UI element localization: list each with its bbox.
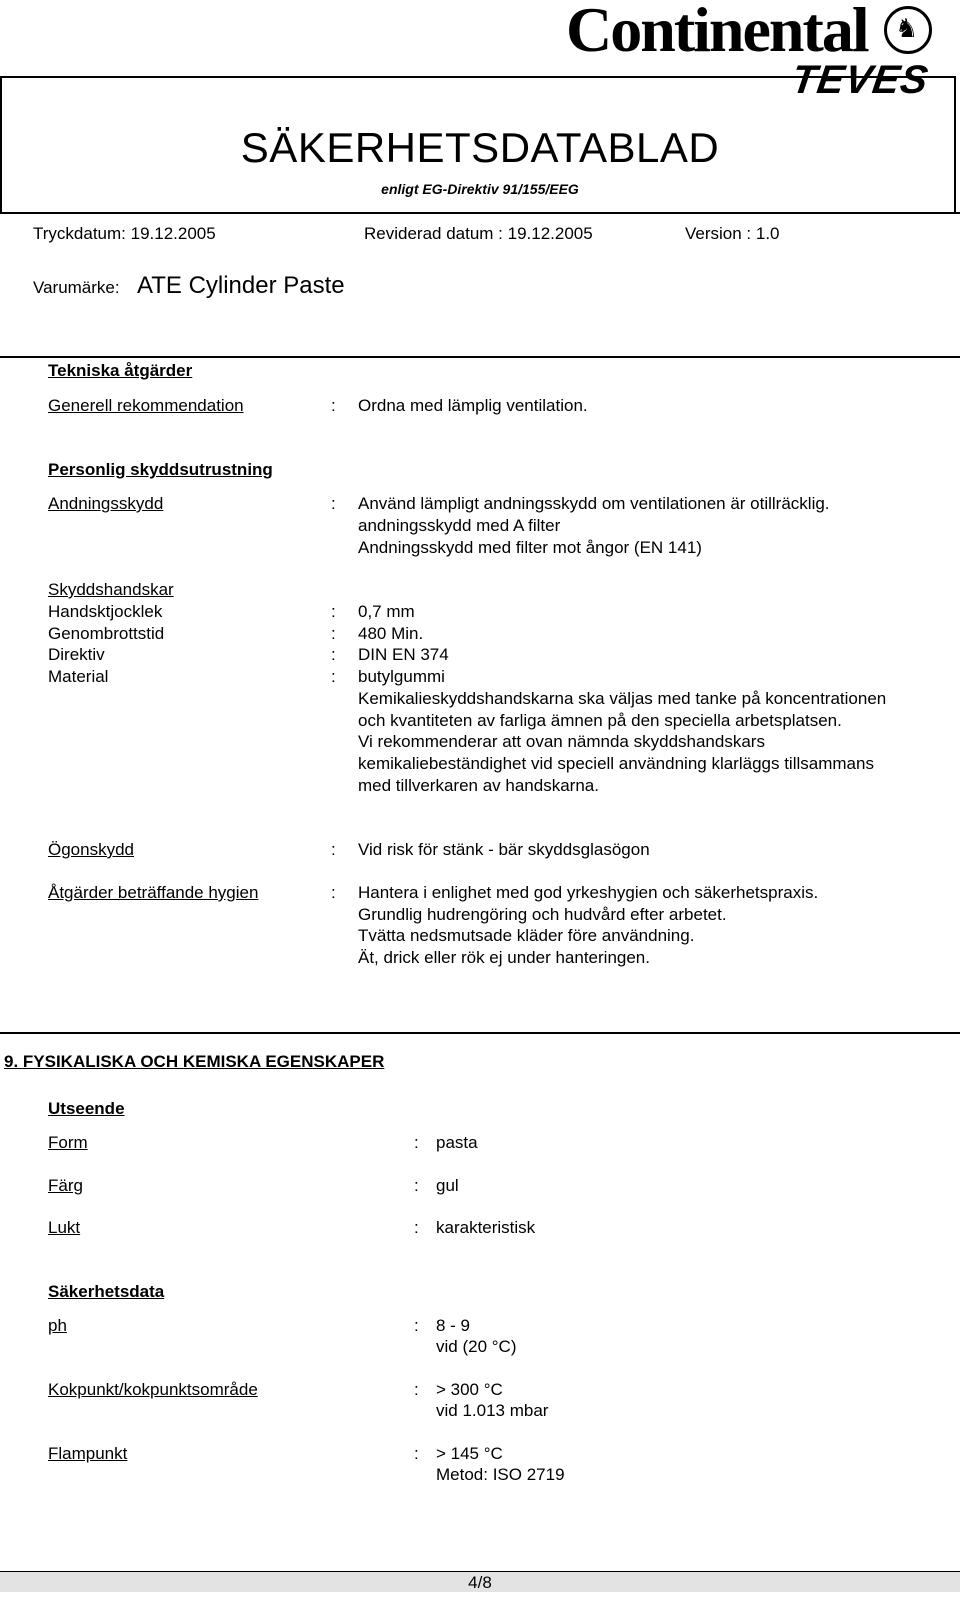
respiratory-line: Andningsskydd med filter mot ångor (EN 141)	[358, 538, 702, 557]
ppe-heading: Personlig skyddsutrustning	[48, 460, 273, 479]
header-divider	[0, 212, 960, 214]
material-line: och kvantiteten av farliga ämnen på den speciella arbetsplatsen.	[358, 711, 842, 730]
colon: :	[331, 840, 336, 859]
revised-date: Reviderad datum : 19.12.2005	[364, 224, 593, 243]
colon: :	[414, 1218, 419, 1237]
material-line: med tillverkaren av handskarna.	[358, 776, 599, 795]
respiratory-label: Andningsskydd	[48, 494, 164, 513]
eye-value: Vid risk för stänk - bär skyddsglasögon	[358, 840, 650, 859]
safety-label: Flampunkt	[48, 1444, 128, 1463]
hygiene-label: Åtgärder beträffande hygien	[48, 883, 259, 902]
brand-value: ATE Cylinder Paste	[137, 272, 345, 299]
colon: :	[331, 602, 336, 621]
safety-heading: Säkerhetsdata	[48, 1282, 165, 1301]
colon: :	[414, 1176, 419, 1195]
horse-icon: ♞	[884, 6, 932, 54]
safety-value: > 145 °C	[436, 1444, 503, 1463]
hygiene-line: Hantera i enlighet med god yrkeshygien och säkerhetspraxis.	[358, 883, 819, 902]
appearance-label: Lukt	[48, 1218, 81, 1237]
colon: :	[331, 624, 336, 643]
section9-heading: 9. FYSIKALISKA OCH KEMISKA EGENSKAPER	[4, 1052, 385, 1071]
safety-label: Kokpunkt/kokpunktsområde	[48, 1380, 258, 1399]
document-title: SÄKERHETSDATABLAD	[240, 124, 720, 171]
glove-row-value: DIN EN 374	[358, 645, 449, 664]
safety-label: ph	[48, 1316, 67, 1335]
appearance-heading: Utseende	[48, 1099, 125, 1118]
header-bottom-rule	[0, 356, 960, 358]
glove-row-label: Genombrottstid	[48, 624, 165, 643]
colon: :	[331, 667, 336, 686]
version: Version : 1.0	[685, 224, 780, 243]
document-subtitle: enligt EG-Direktiv 91/155/EEG	[381, 181, 579, 197]
general-value: Ordna med lämplig ventilation.	[358, 396, 588, 415]
colon: :	[331, 883, 336, 902]
respiratory-line: Använd lämpligt andningsskydd om ventilationen är otillräcklig.	[358, 494, 830, 513]
colon: :	[331, 396, 336, 415]
eye-label: Ögonskydd	[48, 840, 134, 859]
hygiene-line: Tvätta nedsmutsade kläder före användning.	[358, 926, 695, 945]
glove-row-value: butylgummi	[358, 667, 445, 686]
safety-value: > 300 °C	[436, 1380, 503, 1399]
safety-sub: vid (20 °C)	[436, 1337, 517, 1356]
glove-row-value: 480 Min.	[358, 624, 424, 643]
colon: :	[331, 645, 336, 664]
colon: :	[331, 494, 336, 513]
colon: :	[414, 1316, 419, 1335]
logo-sub: TEVES	[788, 58, 932, 102]
print-date: Tryckdatum: 19.12.2005	[33, 224, 216, 243]
section-divider	[0, 1032, 960, 1034]
page-number: 4/8	[468, 1573, 492, 1592]
brand-label: Varumärke:	[33, 278, 120, 297]
glove-row-label: Handsktjocklek	[48, 602, 163, 621]
respiratory-line: andningsskydd med A filter	[358, 516, 561, 535]
safety-value: 8 - 9	[436, 1316, 471, 1335]
technical-heading: Tekniska åtgärder	[48, 361, 193, 380]
material-line: Kemikalieskyddshandskarna ska väljas med tanke på koncentrationen	[358, 689, 887, 708]
gloves-heading: Skyddshandskar	[48, 580, 174, 599]
hygiene-line: Grundlig hudrengöring och hudvård efter arbetet.	[358, 905, 727, 924]
glove-row-label: Material	[48, 667, 109, 686]
safety-sub: Metod: ISO 2719	[436, 1465, 565, 1484]
appearance-value: gul	[436, 1176, 459, 1195]
appearance-label: Form	[48, 1133, 88, 1152]
colon: :	[414, 1444, 419, 1463]
hygiene-line: Ät, drick eller rök ej under hanteringen.	[358, 948, 650, 967]
logo-brand: Continental	[566, 0, 868, 65]
appearance-label: Färg	[48, 1176, 83, 1195]
material-line: Vi rekommenderar att ovan nämnda skyddshandskars	[358, 732, 765, 751]
glove-row-label: Direktiv	[48, 645, 105, 664]
glove-row-value: 0,7 mm	[358, 602, 415, 621]
colon: :	[414, 1133, 419, 1152]
appearance-value: pasta	[436, 1133, 478, 1152]
colon: :	[414, 1380, 419, 1399]
appearance-value: karakteristisk	[436, 1218, 536, 1237]
safety-sub: vid 1.013 mbar	[436, 1401, 549, 1420]
material-line: kemikaliebeständighet vid speciell användning klarläggs tillsammans	[358, 754, 874, 773]
general-label: Generell rekommendation	[48, 396, 244, 415]
